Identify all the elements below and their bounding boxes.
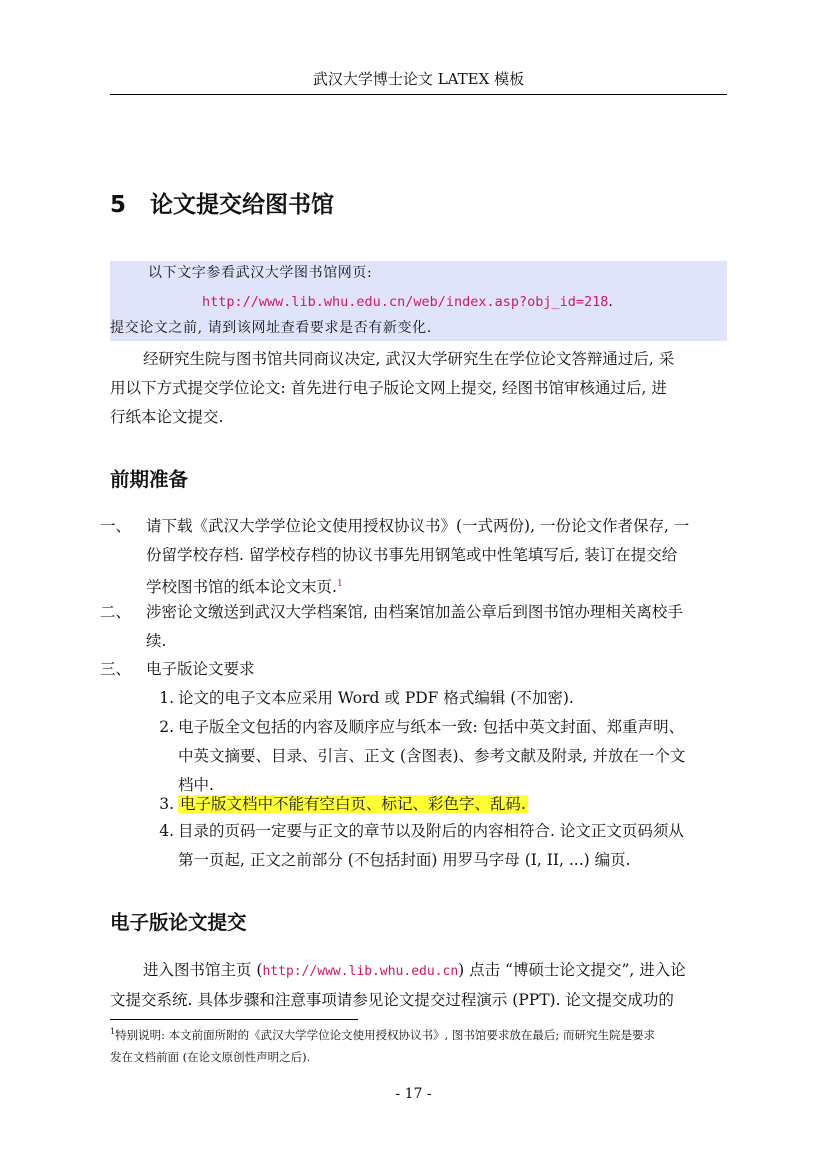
- submit-line-1: [110, 956, 727, 986]
- intro-line: 行纸本论文提交.: [110, 408, 224, 426]
- footnote-rule: [110, 1019, 358, 1020]
- running-header-title: 武汉大学博士论文 LATEX 模板: [312, 70, 525, 88]
- item-line: 份留学校存档. 留学校存档的协议书事先用钢笔或中性笔填写后, 装订在提交给: [146, 546, 678, 564]
- note-box: [110, 261, 727, 341]
- page-number: - 17 -: [395, 1086, 432, 1102]
- footnote-mark: 1: [110, 1027, 116, 1036]
- running-header: [110, 64, 727, 95]
- item-marker: 二、: [100, 603, 132, 621]
- sub-item-line: [178, 790, 727, 819]
- footnote-line: 发在文档前面 (在论文原创性声明之后).: [110, 1050, 311, 1064]
- footnote: [110, 1021, 727, 1068]
- section-heading: [110, 190, 334, 220]
- sub-item-2: [150, 713, 727, 800]
- sub-item-1: [150, 684, 727, 713]
- sub-item-line: 第一页起, 正文之前部分 (不包括封面) 用罗马字母 (I, II, ...) 编页.: [178, 851, 631, 869]
- note-line-3: 提交论文之前, 请到该网址查看要求是否有新变化.: [110, 320, 432, 336]
- submit-line-2: 文提交系统. 具体步骤和注意事项请参见论文提交过程演示 (PPT). 论文提交成功的: [110, 991, 674, 1009]
- highlighted-text: 电子版文档中不能有空白页、标记、彩色字、乱码.: [180, 795, 526, 813]
- sub-item-line: 档中.: [178, 776, 214, 794]
- prep-item-2: [100, 598, 727, 656]
- sub-item-line: 论文的电子文本应采用 Word 或 PDF 格式编辑 (不加密).: [178, 689, 574, 707]
- prep-heading: 前期准备: [110, 468, 189, 491]
- library-url-link[interactable]: http://www.lib.whu.edu.cn/web/index.asp?obj_id=218: [202, 294, 609, 310]
- sub-item-marker: 4.: [159, 822, 174, 840]
- intro-line: 经研究生院与图书馆共同商议决定, 武汉大学研究生在学位论文答辩通过后, 采: [143, 350, 675, 368]
- footnote-line: [110, 1021, 727, 1046]
- footnote-ref[interactable]: 1: [336, 579, 343, 589]
- item-line-text: 学校图书馆的纸本论文末页.: [146, 578, 337, 596]
- sub-item-marker: 2.: [159, 718, 174, 736]
- submit-text: 进入图书馆主页 (: [143, 961, 263, 979]
- intro-paragraph: [110, 345, 727, 432]
- sub-item-4: [150, 817, 727, 875]
- sub-item-line: 电子版全文包括的内容及顺序应与纸本一致: 包括中英文封面、郑重声明、: [178, 718, 685, 736]
- item-marker: 一、: [100, 517, 132, 535]
- section-number: 5: [110, 192, 127, 218]
- note-line-1: 以下文字参看武汉大学图书馆网页:: [148, 265, 373, 281]
- item-line: 续.: [146, 632, 167, 650]
- note-line-url: [202, 292, 613, 312]
- intro-line: 用以下方式提交学位论文: 首先进行电子版论文网上提交, 经图书馆审核通过后, 进: [110, 379, 667, 397]
- item-line: 请下载《武汉大学学位论文使用授权协议书》(一式两份), 一份论文作者保存, 一: [146, 517, 690, 535]
- item-line: 电子版论文要求: [146, 660, 255, 678]
- submit-paragraph: [110, 956, 727, 1015]
- note-url-suffix: .: [608, 294, 614, 310]
- sub-item-marker: 1.: [159, 689, 174, 707]
- sub-item-line: 中英文摘要、目录、引言、正文 (含图表)、参考文献及附录, 并放在一个文: [178, 747, 686, 765]
- section-title: 论文提交给图书馆: [150, 192, 334, 218]
- prep-item-3: [100, 655, 727, 684]
- item-line: 涉密论文缴送到武汉大学档案馆, 由档案馆加盖公章后到图书馆办理相关离校手: [146, 603, 683, 621]
- sub-item-marker: 3.: [159, 795, 174, 813]
- sub-item-line: 目录的页码一定要与正文的章节以及附后的内容相符合. 论文正文页码须从: [178, 822, 684, 840]
- submit-heading: 电子版论文提交: [110, 911, 247, 934]
- submit-text: ) 点击 “博硕士论文提交”, 进入论: [458, 961, 686, 979]
- item-marker: 三、: [100, 660, 132, 678]
- footnote-text: 特别说明: 本文前面所附的《武汉大学学位论文使用授权协议书》, 图书馆要求放在最后; 而研究生院是要求: [115, 1028, 655, 1042]
- sub-item-3: [150, 790, 727, 819]
- library-home-link[interactable]: http://www.lib.whu.edu.cn: [262, 964, 459, 979]
- prep-item-1: [100, 512, 727, 602]
